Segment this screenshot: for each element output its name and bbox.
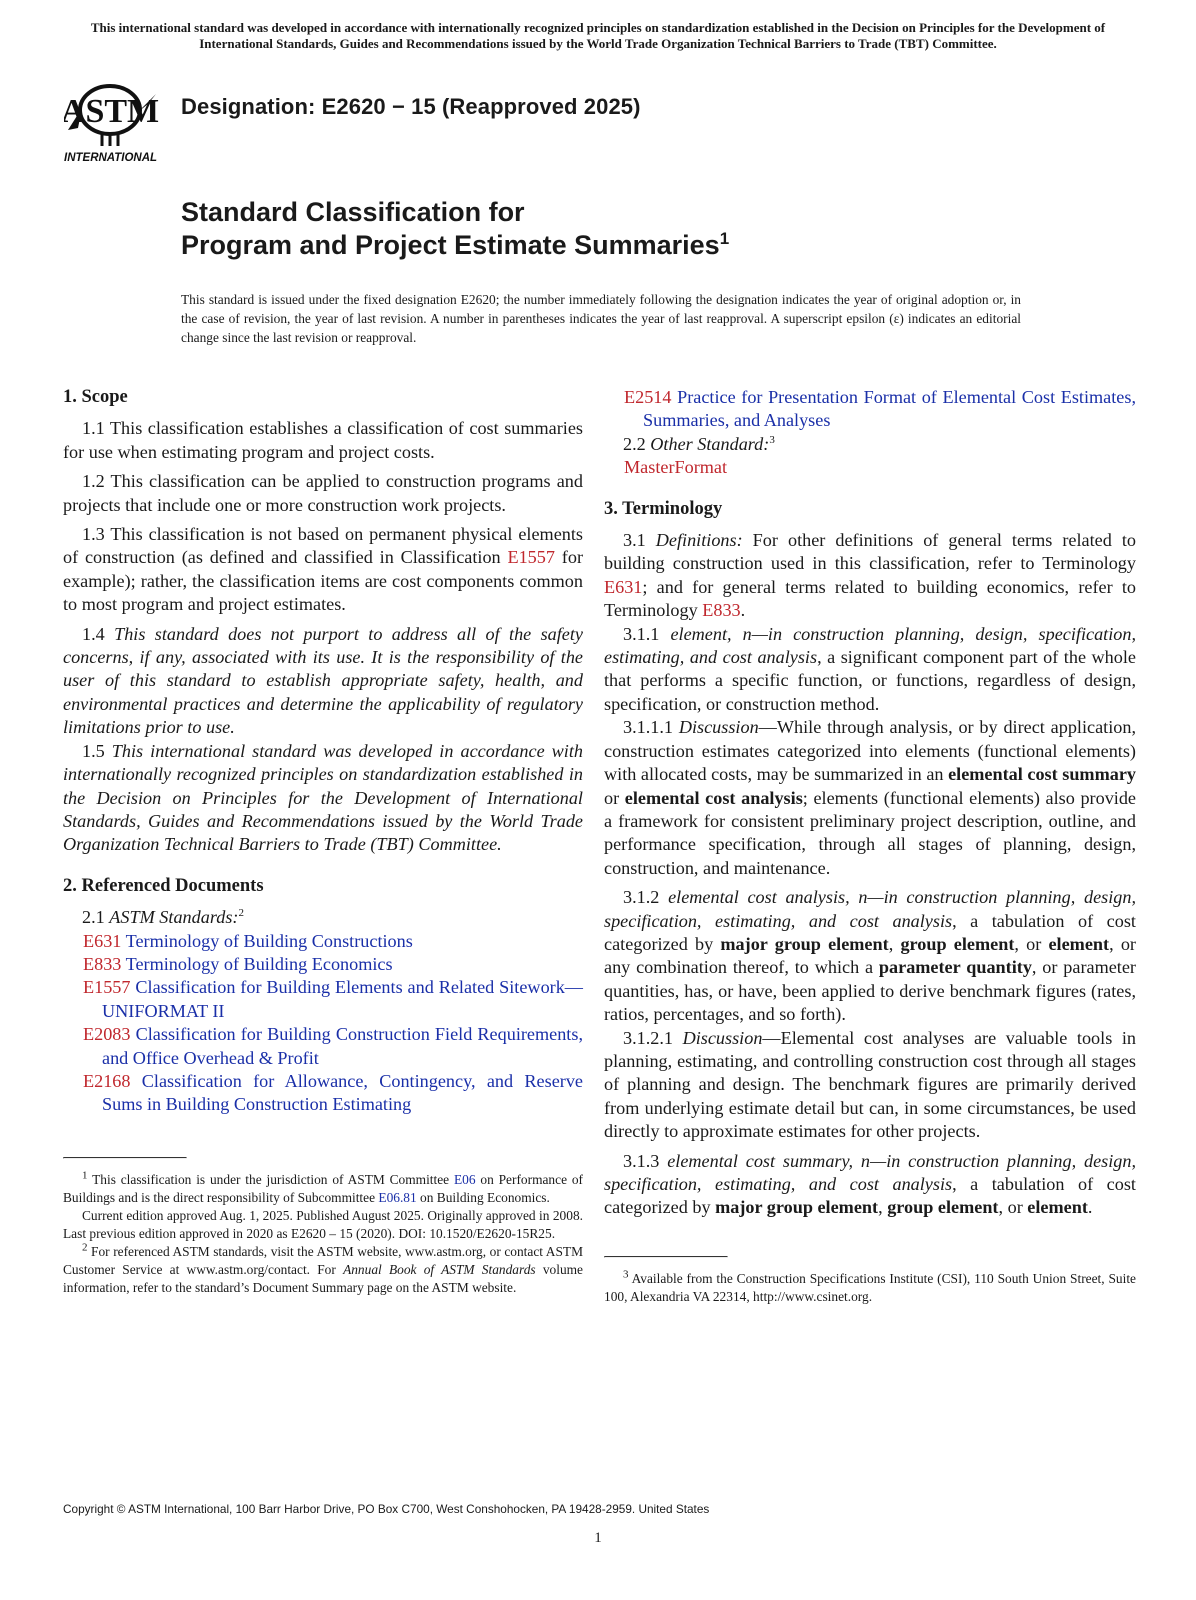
term-3-1-2-bold-2: group element xyxy=(900,933,1015,954)
term-3-1-2-text-c: , or any combination thereof, to which a xyxy=(604,933,1136,978)
ref-e2168[interactable] xyxy=(63,1070,583,1117)
other-standard-label xyxy=(604,433,1136,456)
ref-e631[interactable] xyxy=(63,930,583,953)
title-line-1: Standard Classification for xyxy=(181,197,525,227)
scope-1-4-num: 1.4 xyxy=(82,623,115,644)
term-3-1-3 xyxy=(604,1150,1136,1220)
ref-e2514-title[interactable]: Practice for Presentation Format of Elemental Cost Estimates, Summaries, and Analyses xyxy=(643,387,1136,431)
ref-e2514-code[interactable]: E2514 xyxy=(624,387,672,407)
footnote-1-link-e0681[interactable]: E06.81 xyxy=(378,1189,417,1205)
term-3-1-1-1-text-a: —While through analysis, or by direct application, construction estimates categorized into elements (functional elements) with allocated costs, may be summarized in an xyxy=(604,717,1137,785)
term-3-1-num: 3.1 xyxy=(623,530,656,551)
scope-1-3-link-e1557[interactable]: E1557 xyxy=(507,547,555,568)
footnote-divider-left xyxy=(63,1157,187,1159)
footnote-1-link-e06[interactable]: E06 xyxy=(453,1171,476,1187)
ref-e631-code[interactable]: E631 xyxy=(83,930,122,951)
term-3-1-2-1-italic: Discussion xyxy=(682,1027,763,1048)
term-3-1-3-bold-2: group element xyxy=(887,1197,999,1218)
ref-e1557[interactable] xyxy=(63,976,583,1023)
term-3-1-1-1-num: 3.1.1.1 xyxy=(623,717,679,738)
term-3-1-2-text-d: , or parameter quantities, has, or have, been applied to derive benchmark figures (rates, ratios, percentages, and so forth). xyxy=(604,957,1136,1025)
ref-masterformat[interactable]: MasterFormat xyxy=(624,457,728,478)
term-3-1-1-1-bold-1: elemental cost summary xyxy=(948,764,1136,785)
footnotes-right xyxy=(604,1270,1136,1306)
term-3-1-2-num: 3.1.2 xyxy=(623,887,669,908)
footnote-2-text-b: volume information, refer to the standard’s Document Summary page on the ASTM website. xyxy=(63,1261,583,1295)
ref-e833-code[interactable]: E833 xyxy=(83,953,122,974)
footnote-3-text: Available from the Construction Specifications Institute (CSI), 110 South Union Street, Suite 100, Alexandria VA 22314, http://www.csinet.org. xyxy=(604,1270,1136,1304)
left-column xyxy=(63,386,583,1297)
issue-note: This standard is issued under the fixed designation E2620; the number immediately following the designation indicates the year of original adoption or, in the case of revision, the year of last revision. A number in parentheses indicates the year of last reapproval. A superscript epsilon (ε) indicates an editorial change since the last revision or reapproval. xyxy=(181,292,1021,345)
document-title xyxy=(181,196,729,262)
ref-e2168-title[interactable]: Classification for Allowance, Contingency, and Reserve Sums in Building Construction Estimating xyxy=(102,1070,583,1115)
term-3-1-3-bold-1: major group element xyxy=(715,1197,879,1218)
term-3-1-link-e833[interactable]: E833 xyxy=(702,600,741,621)
scope-1-5-text: This international standard was developed in accordance with internationally recognized principles on standardization established in the Decision on Principles for the Development of International Standards, Guides and Recommendations issued by the World Trade Organization Technical Barriers to Trade (TBT) Committee. xyxy=(63,740,584,855)
ref-e833-title[interactable]: Terminology of Building Economics xyxy=(121,953,393,974)
term-3-1-3-text-a: , a tabulation of cost categorized by xyxy=(604,1174,1136,1218)
title-line-2 xyxy=(181,229,729,262)
scope-1-1: 1.1 This classification establishes a classification of cost summaries for use when estimating program and project costs. xyxy=(63,418,583,462)
footnote-2-italic: Annual Book of ASTM Standards xyxy=(343,1261,536,1277)
other-standard-footnote-mark: 3 xyxy=(769,433,775,446)
astm-logo xyxy=(64,68,172,168)
footnote-1-text-a: This classification is under the jurisdiction of ASTM Committee xyxy=(87,1171,454,1187)
page-number: 1 xyxy=(594,1530,602,1546)
ref-e2168-code[interactable]: E2168 xyxy=(83,1070,131,1091)
footnote-1-mark: 1 xyxy=(82,1169,88,1182)
footnote-3-mark: 3 xyxy=(623,1268,629,1281)
term-3-1-3-text-c: . xyxy=(1087,1197,1093,1218)
term-3-1-1-1-or: or xyxy=(604,787,625,808)
term-3-1-1-1-italic: Discussion xyxy=(678,717,759,738)
term-3-1-2-bold-3: element xyxy=(1048,933,1110,954)
logo-text: ASTM xyxy=(64,93,160,130)
term-3-1-italic: Definitions: xyxy=(655,530,743,551)
right-column xyxy=(604,386,1136,1306)
astm-standards-footnote-mark: 2 xyxy=(238,907,244,920)
footnote-1 xyxy=(63,1171,583,1207)
footnote-divider-right xyxy=(604,1256,728,1258)
referenced-documents-heading: 2. Referenced Documents xyxy=(63,875,264,896)
scope-1-5 xyxy=(63,740,583,857)
term-3-1-1-1 xyxy=(604,716,1136,880)
scope-heading: 1. Scope xyxy=(63,387,128,407)
ref-e1557-title[interactable]: Classification for Building Elements and Related Sitework—UNIFORMAT II xyxy=(102,977,583,1021)
scope-1-5-num: 1.5 xyxy=(82,740,112,761)
term-3-1-1-italic: element, n—in construction planning, design, specification, estimating, and cost analysis xyxy=(604,623,1136,668)
term-3-1-3-bold-3: element xyxy=(1027,1197,1088,1218)
footnote-2 xyxy=(63,1243,583,1297)
footer-copyright: Copyright © ASTM International, 100 Barr Harbor Drive, PO Box C700, West Conshohocken, PA 19428-2959. United States xyxy=(63,1502,710,1516)
title-footnote-mark: 1 xyxy=(719,229,730,248)
footnote-1-edition: Current edition approved Aug. 1, 2025. Published August 2025. Originally approved in 2008. Last previous edition approved in 2020 as E2620 – 15 (2020). DOI: 10.1520/E2620-15R25. xyxy=(63,1207,583,1241)
ref-e631-title[interactable]: Terminology of Building Constructions xyxy=(121,930,413,951)
ref-e833[interactable] xyxy=(63,953,583,976)
term-3-1-2-comma: , xyxy=(888,933,901,954)
term-3-1-3-italic: elemental cost summary, n—in construction planning, design, specification, estimating, and cost analysis xyxy=(604,1150,1137,1194)
term-3-1-text-a: For other definitions of general terms related to building construction used in this classification, refer to Terminology xyxy=(604,530,1137,574)
ref-e2083-title[interactable]: Classification for Building Construction Field Requirements, and Office Overhead & Profit xyxy=(102,1024,583,1068)
footnotes-left xyxy=(63,1171,583,1297)
term-3-1-2-1-num: 3.1.2.1 xyxy=(623,1027,683,1048)
term-3-1-1 xyxy=(604,623,1136,717)
ref-e2514[interactable] xyxy=(604,386,1136,433)
term-3-1-2-or: , or xyxy=(1014,933,1049,954)
term-3-1-1-num: 3.1.1 xyxy=(623,623,671,644)
term-3-1-text-c: . xyxy=(740,600,746,621)
logo-subtext: INTERNATIONAL xyxy=(64,152,158,164)
term-3-1-1-1-text-c: ; elements (functional elements) also provide a framework for consistent preliminary project description, outline, and performance specification, through all stages of planning, design, construction, and maintenance. xyxy=(604,787,1137,878)
ref-e1557-code[interactable]: E1557 xyxy=(83,977,131,998)
astm-logo-icon xyxy=(64,68,172,168)
scope-1-4-text: This standard does not purport to address all of the safety concerns, if any, associated with its use. It is the responsibility of the user of this standard to establish appropriate safety, health, and environmental practices and determine the applicability of regulatory limitations prior to use. xyxy=(63,623,583,738)
term-3-1-2-1-text: —Elemental cost analyses are valuable tools in planning, estimating, and controlling construction cost through all stages of planning and design. The benchmark figures are primarily derived from underlying estimate detail but can, in some circumstances, be used directly to approximate estimates for other projects. xyxy=(604,1027,1137,1142)
footnote-1-text-b: on Performance of Buildings and is the direct responsibility of Subcommittee xyxy=(63,1171,584,1205)
term-3-1-text-b: ; and for general terms related to building economics, refer to Terminology xyxy=(604,576,1136,621)
title-line-2-text: Program and Project Estimate Summaries xyxy=(181,230,720,260)
scope-1-3-text-b: for example); rather, the classification items are cost components common to most program and project estimates. xyxy=(63,547,583,615)
term-3-1-2-italic: elemental cost analysis, n—in construction planning, design, specification, estimating, and cost analysis xyxy=(604,887,1137,931)
terminology-heading: 3. Terminology xyxy=(604,498,723,519)
ref-e2083[interactable] xyxy=(63,1023,583,1070)
term-3-1-2-text-a: , a tabulation of cost categorized by xyxy=(604,910,1136,954)
ref-e2083-code[interactable]: E2083 xyxy=(83,1024,131,1045)
designation: Designation: E2620 − 15 (Reapproved 2025) xyxy=(181,94,641,119)
term-3-1-2-1 xyxy=(604,1027,1136,1144)
term-3-1-2-bold-1: major group element xyxy=(720,933,889,954)
footnote-3 xyxy=(604,1270,1136,1306)
scope-1-3-text-a: 1.3 This classification is not based on permanent physical elements of construction (as defined and classified in Classification xyxy=(63,524,583,568)
term-3-1-2 xyxy=(604,886,1136,1026)
term-3-1-1-1-bold-2: elemental cost analysis xyxy=(624,787,803,808)
term-3-1-2-bold-4: parameter quantity xyxy=(878,957,1032,978)
astm-standards-label xyxy=(63,906,583,929)
scope-1-3 xyxy=(63,523,583,617)
other-standard-num: 2.2 xyxy=(623,433,651,454)
term-3-1-3-or: , or xyxy=(998,1197,1028,1218)
term-3-1-3-num: 3.1.3 xyxy=(623,1150,668,1171)
footnote-1-text-c: on Building Economics. xyxy=(416,1189,550,1205)
term-3-1 xyxy=(604,529,1136,623)
term-3-1-3-comma: , xyxy=(878,1197,888,1218)
scope-1-4 xyxy=(63,623,583,740)
footnote-2-text-a: For referenced ASTM standards, visit the ASTM website, www.astm.org, or contact ASTM Customer Service at www.astm.org/contact. For xyxy=(63,1243,583,1277)
astm-standards-num: 2.1 xyxy=(82,907,110,928)
footnote-2-mark: 2 xyxy=(82,1241,88,1254)
term-3-1-link-e631[interactable]: E631 xyxy=(604,576,643,597)
other-standard-text: Other Standard: xyxy=(650,433,770,454)
term-3-1-1-text: , a significant component part of the whole that performs a specific function, or functions, regardless of design, specification, or construction method. xyxy=(604,647,1136,714)
top-notice: This international standard was developed in accordance with internationally recognized principles on standardization established in the Decision on Principles for the Development of International Standards, Guides and Recommendations issued by the World Trade Organization Technical Barriers to Trade (TBT) Committee. xyxy=(90,20,1106,51)
scope-1-2: 1.2 This classification can be applied to construction programs and projects that include one or more construction work projects. xyxy=(63,471,583,515)
astm-standards-text: ASTM Standards: xyxy=(109,907,239,928)
